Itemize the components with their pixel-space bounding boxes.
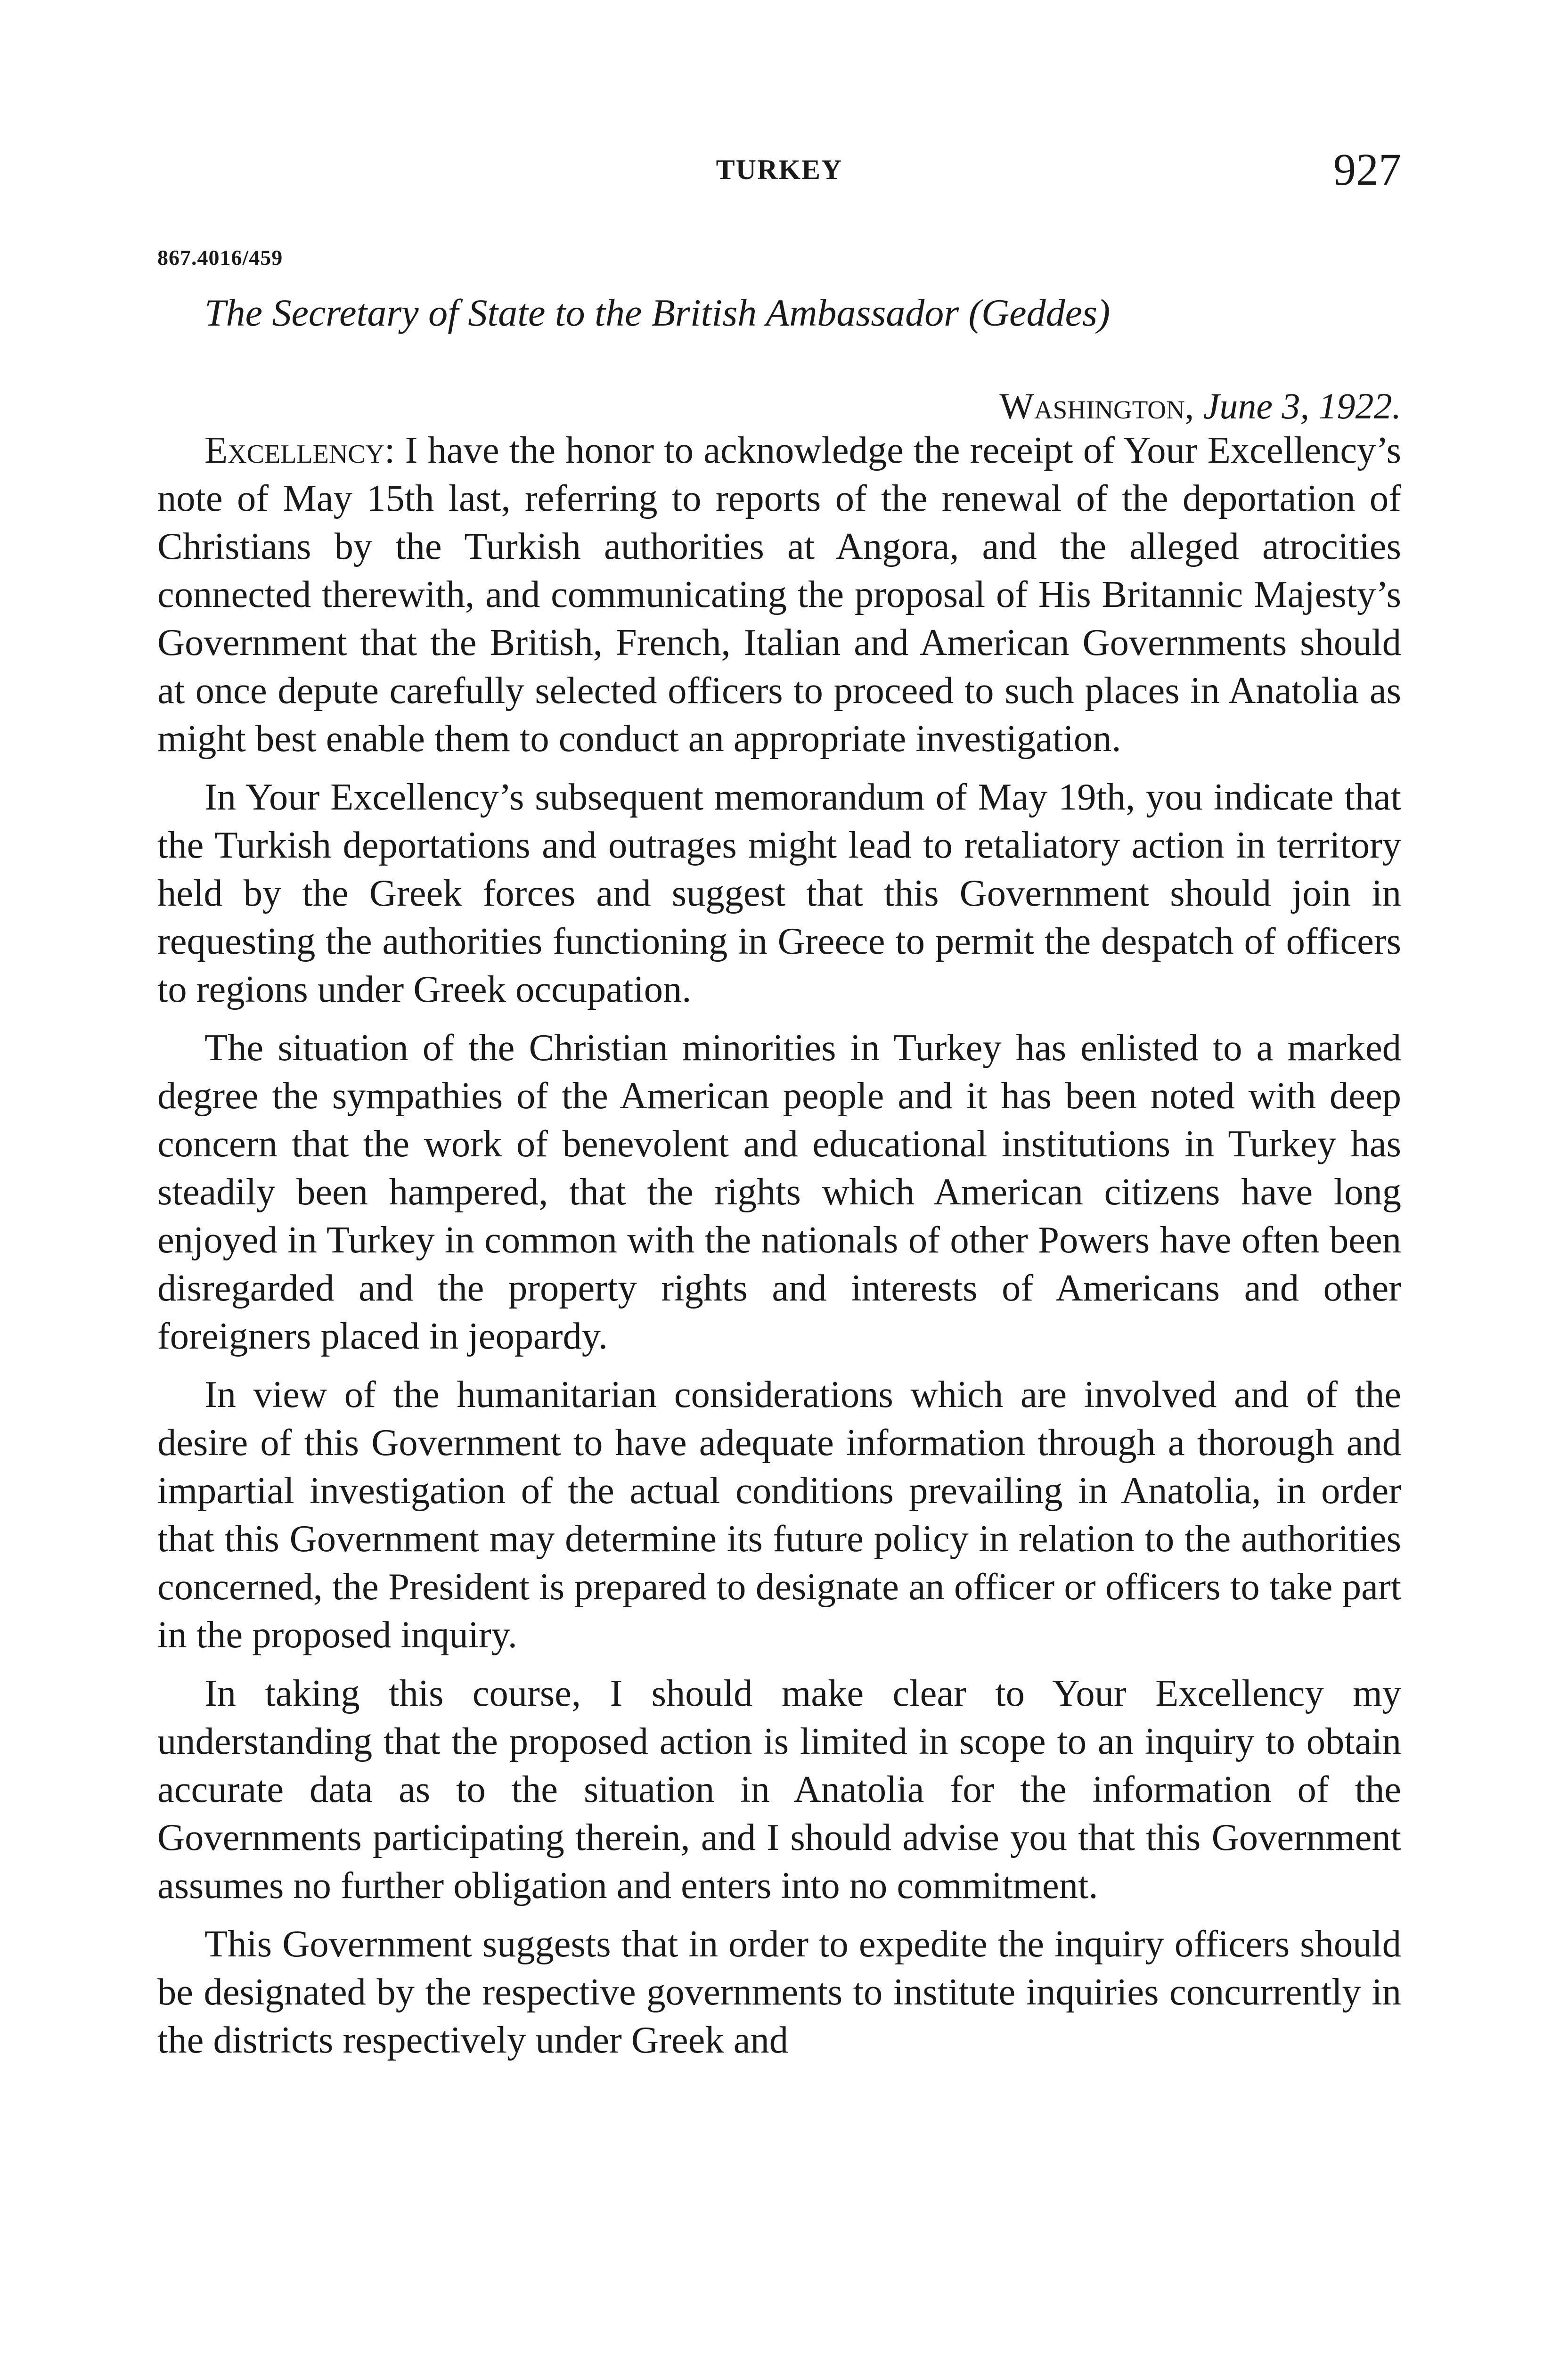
body-paragraph: In view of the humanitarian considerations which are involved and of the desire of this Government to have adequate information through a thorough and impartial investigation of the actual conditions prevailing in Anatolia, in order that this Government may determine its future policy in relation to the authorities concerned, the President is prepared to designate an officer or officers to take part in the proposed inquiry. [157,1374,1401,1656]
body-paragraph: In taking this course, I should make clear to Your Excellency my understanding that the proposed action is limited in scope to an inquiry to obtain accurate data as to the situation in Anatolia for the information of the Governments participating therein, and I should advise you that this Government assumes no further obligation and enters into no commitment. [157,1672,1401,1906]
running-head [157,144,1401,199]
dateline-place: Washington, [999,385,1194,426]
file-number: 867.4016/459 [157,245,283,270]
body-paragraph: The situation of the Christian minorities in Turkey has enlisted to a marked degree the sympathies of the American people and it has been noted with deep concern that the work of benevolent and educational institutions in Turkey has steadily been hampered, that the rights which American citizens have long enjoyed in Turkey in common with the nationals of other Powers have often been disregarded and the property rights and interests of Americans and other foreigners placed in jeopardy. [157,1027,1401,1357]
salutation: Excellency: [204,429,395,471]
page-number: 927 [1333,144,1401,195]
body-paragraph: In Your Excellency’s subsequent memorandum of May 19th, you indicate that the Turkish deportations and outrages might lead to retaliatory action in territory held by the Greek forces and suggest that this Government should join in requesting the authorities functioning in Greece to permit the despatch of officers to regions under Greek occupation. [157,776,1401,1010]
document-heading: The Secretary of State to the British Ambassador (Geddes) [204,291,1111,334]
letter-body [157,426,1401,2064]
paragraph-text: I have the honor to acknowledge the receipt of Your Excellency’s note of May 15th last, referring to reports of the renewal of the deportation of Christians by the Turkish authorities at Angora, and the alleged atrocities connected therewith, and communicating the proposal of His Britannic Majesty’s Government that the British, French, Italian and American Governments should at once depute carefully selected officers to proceed to such places in Anatolia as might best enable them to conduct an appropriate investigation. [157,429,1401,760]
dateline-date: June 3, 1922. [1203,385,1401,426]
dateline [999,384,1401,428]
body-paragraph: This Government suggests that in order to expedite the inquiry officers should be designated by the respective governments to institute inquiries concurrently in the districts respectively under Greek and [157,1923,1401,2061]
running-title: TURKEY [716,154,843,185]
body-paragraph [157,426,1401,763]
